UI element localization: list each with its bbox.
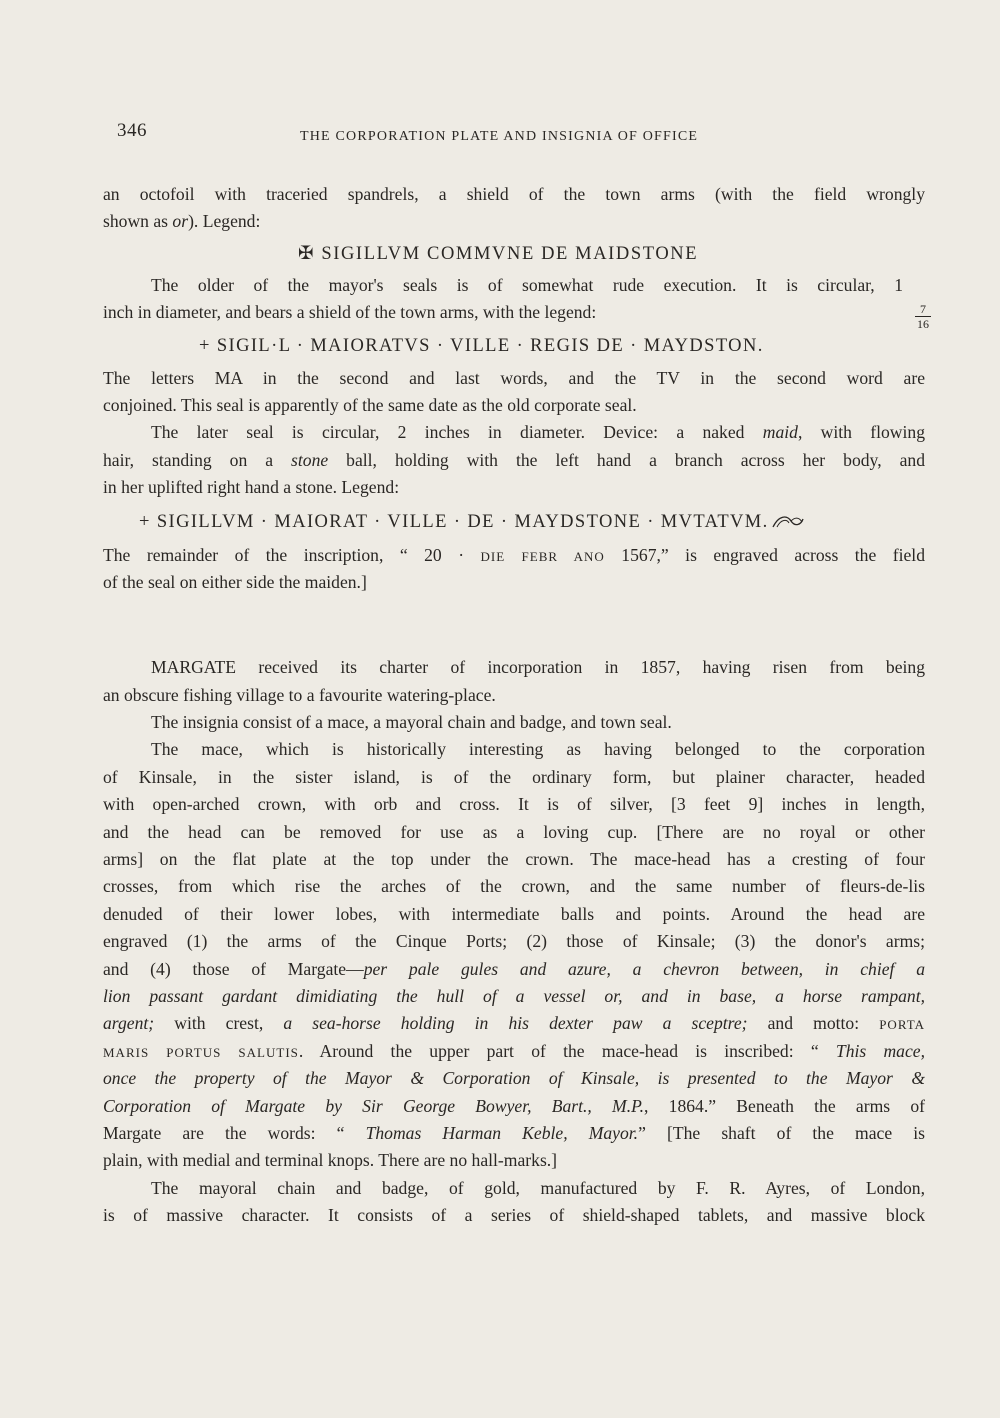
- text-line: MARGATE received its charter of incorporation in 1857, having risen from being: [151, 657, 925, 678]
- text-line: arms] on the flat plate at the top under the crown. The mace-head has a cresting of four: [103, 849, 925, 870]
- legend-later-mayor-seal: + SIGILLVM · MAIORAT · VILLE · DE · MAYDSTONE · MVTATVM.: [103, 502, 925, 542]
- text-line: an octofoil with traceried spandrels, a shield of the town arms (with the field wrongly: [103, 184, 925, 204]
- text-line: an obscure fishing village to a favourite watering-place.: [103, 684, 496, 705]
- text-line: The older of the mayor's seals is of somewhat rude execution. It is circular, 1: [151, 274, 903, 295]
- legend-common-seal: ✠ SIGILLVM COMMVNE DE MAIDSTONE: [298, 243, 699, 264]
- text-line: crosses, from which rise the arches of the crown, and the same number of fleurs-de-lis: [103, 876, 925, 897]
- text-line: argent; with crest, a sea-horse holding in his dexter paw a sceptre; and motto: PORTA: [103, 1013, 925, 1034]
- text-line: of Kinsale, in the sister island, is of the ordinary form, but plainer character, headed: [103, 766, 925, 787]
- page-header: [117, 118, 757, 148]
- body-text: [103, 181, 929, 1230]
- text-line: Margate are the words: “ Thomas Harman Keble, Mayor.” [The shaft of the mace is: [103, 1122, 925, 1143]
- text-line: conjoined. This seal is apparently of the same date as the old corporate seal.: [103, 394, 637, 415]
- text-line: hair, standing on a stone ball, holding with the left hand a branch across her body, and: [103, 449, 925, 470]
- text-line: The mayoral chain and badge, of gold, manufactured by F. R. Ayres, of London,: [151, 1177, 925, 1198]
- text-line: The letters MA in the second and last words, and the TV in the second word are: [103, 367, 925, 388]
- text-line: The remainder of the inscription, “ 20 · DIE FEBR ANO 1567,” is engraved across the field: [103, 544, 925, 565]
- text-line: and the head can be removed for use as a loving cup. [There are no royal or other: [103, 821, 925, 842]
- text-line: inch in diameter, and bears a shield of the town arms, with the legend:: [103, 302, 597, 323]
- text-line: and (4) those of Margate—per pale gules and azure, a chevron between, in chief a: [103, 958, 926, 979]
- text-line: once the property of the Mayor & Corporation of Kinsale, is presented to the Mayor &: [103, 1068, 925, 1089]
- text-line: shown as or). Legend:: [103, 211, 261, 232]
- scroll-ornament-icon: [771, 513, 805, 531]
- text-line: The insignia consist of a mace, a mayoral chain and badge, and town seal.: [151, 712, 672, 733]
- fraction-seven-sixteenths: 7 16: [917, 302, 929, 331]
- text-line: denuded of their lower lobes, with intermediate balls and points. Around the head are: [103, 903, 925, 924]
- text-line: The later seal is circular, 2 inches in diameter. Device: a naked maid, with flowing: [151, 422, 925, 443]
- legend-older-mayor-seal: + SIGIL·L · MAIORATVS · VILLE · REGIS DE · MAYDSTON.: [199, 335, 764, 356]
- text-line: Corporation of Margate by Sir George Bowyer, Bart., M.P., 1864.” Beneath the arms of: [103, 1095, 925, 1116]
- text-line: MARIS PORTUS SALUTIS. Around the upper part of the mace-head is inscribed: “ This mace,: [103, 1040, 925, 1061]
- text-line: is of massive character. It consists of a series of shield-shaped tablets, and massive block: [103, 1205, 925, 1226]
- page-number: 346: [117, 120, 147, 141]
- text-line: The mace, which is historically interesting as having belonged to the corporation: [151, 739, 925, 760]
- text-line: of the seal on either side the maiden.]: [103, 571, 367, 592]
- text-line: lion passant gardant dimidiating the hull of a vessel or, and in base, a horse rampant,: [103, 985, 925, 1006]
- text-line: plain, with medial and terminal knops. There are no hall-marks.]: [103, 1150, 558, 1171]
- text-line: engraved (1) the arms of the Cinque Ports; (2) those of Kinsale; (3) the donor's arms;: [103, 931, 925, 952]
- text-line: in her uplifted right hand a stone. Legend:: [103, 477, 400, 498]
- text-line: with open-arched crown, with orb and cross. It is of silver, [3 feet 9] inches in length,: [103, 794, 925, 815]
- running-head: THE CORPORATION PLATE AND INSIGNIA OF OFFICE: [300, 129, 699, 144]
